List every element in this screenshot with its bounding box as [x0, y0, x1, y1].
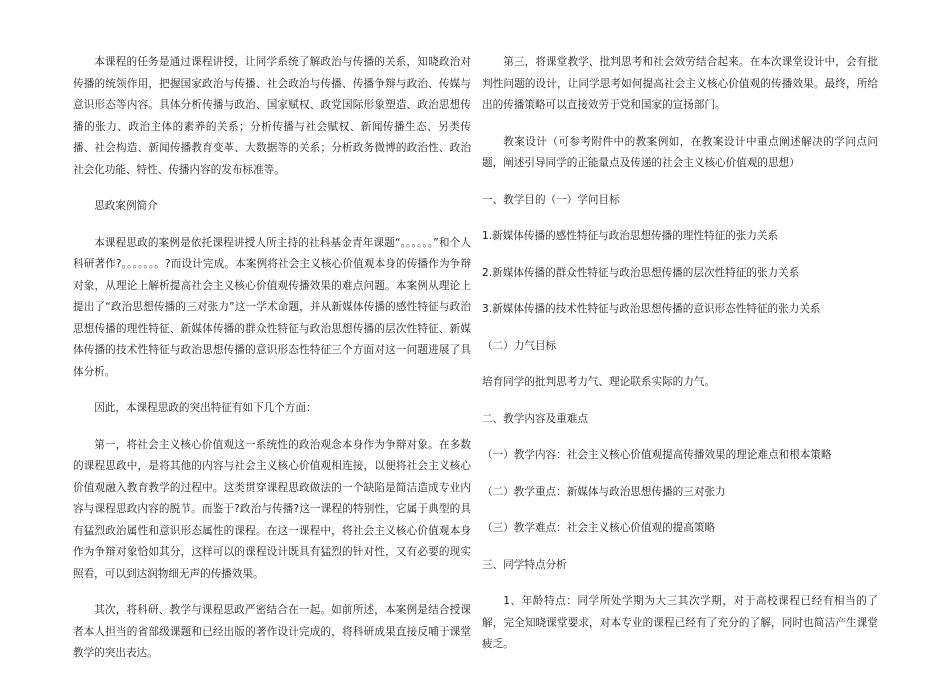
- teaching-content-item: （一）教学内容：社会主义核心价值观提高传播效果的理论难点和根本策略: [482, 449, 832, 461]
- feature-first-paragraph: 第一，将社会主义核心价值观这一系统性的政治观念本身作为争辩对象。在多数的课程思政中，是将其他的内容与社会主义核心价值观相连接，以便将社会主义核心价值观融入教育教学的过程中。这类贯穿课程思政做法的一个缺陷是简洁造成专业内容与课程思政内容的脱节。而鉴于?政治与传播?这一课程的特别性，它属于典型的具有猛烈政治属性和意识形态属性的课程。在这一课程中，将社会主义核心价值观本身作为争辩对象恰如其分，这样可以的课程设计既具有猛烈的针对性，又有必要的现实照看，可以到达润物细无声的传播效果。: [73, 438, 471, 580]
- section-content-and-difficulty: 二、教学内容及重难点: [482, 412, 588, 425]
- ability-goal-text: 培育同学的批判思考力气、理论联系实际的力气。: [482, 376, 716, 388]
- teaching-difficulty-item: （三）教学难点：社会主义核心价值观的提高策略: [482, 522, 716, 534]
- feature-second-paragraph: 其次，将科研、教学与课程思政严密结合在一起。如前所述，本案例是结合授课者本人担当的省部级课题和已经出版的著作设计完成的，将科研成果直接反哺于课堂教学的突出表达。: [73, 604, 471, 659]
- case-intro-paragraph: 本课程思政的案例是依托课程讲授人所主持的社科基金青年课题“。。。。。。”和个人科研著作?。。。。。。。?而设计完成。本案例将社会主义核心价值观本身的传播作为争辩对象，从理论上解析提高社会主义核心价值观传播效果的难点问题。本案例从理论上提出了“政治思想传播的三对张力”这一学术命题，并从新媒体传播的感性特征与政治思想传播的理性特征、新媒体传播的群众性特征与政治思想传播的层次性特征、新媒体传播的技术性特征与政治思想传播的意识形态性特征三个方面对这一问题进展了具体分析。: [73, 236, 471, 378]
- feature-third-paragraph: 第三，将课堂教学、批判思考和社会效劳结合起来。在本次课堂设计中，会有批判性问题的设计，让同学思考如何提高社会主义核心价值观的传播效果。最终，所给出的传播策略可以直接效劳于党和国家的宣扬部门。: [482, 56, 878, 111]
- ability-goal-heading: （二）力气目标: [482, 339, 557, 352]
- course-task-paragraph: 本课程的任务是通过课程讲授，让同学系统了解政治与传播的关系，知晓政治对传播的统领作用，把握国家政治与传播、社会政治与传播、传播争辩与政治、传媒与意识形态等内容。具体分析传播与政治、国家赋权、政党国际形象塑造、政治思想传播的张力、政治主体的素养的关系；分析传播与社会赋权、新闻传播生态、另类传播、社会构造、新闻传播教育变革、大数据等的关系；分析政务微博的政治性、政治社会化功能、特性、传播内容的发布标准等。: [73, 56, 471, 176]
- left-column: [73, 52, 471, 680]
- knowledge-goal-item-3: 3.新媒体传播的技术性特征与政治思想传播的意识形态性特征的张力关系: [482, 303, 821, 315]
- section-student-analysis: 三、同学特点分析: [482, 558, 567, 571]
- lesson-design-paragraph: 教案设计（可参考附件中的教案例如，在教案设计中重点阐述解决的学问点问题，阐述引导同学的正能量点及传递的社会主义核心价值观的思想）: [482, 135, 878, 169]
- features-intro-paragraph: 因此，本课程思政的突出特征有如下几个方面：: [94, 402, 317, 414]
- right-column: [482, 52, 878, 671]
- section-teaching-goals: 一、教学目的（一）学问目标: [482, 193, 620, 206]
- teaching-focus-item: （二）教学重点：新媒体与政治思想传播的三对张力: [482, 485, 726, 498]
- knowledge-goal-item-1: 1.新媒体传播的感性特征与政治思想传播的理性特征的张力关系: [482, 230, 779, 242]
- knowledge-goal-item-2: 2.新媒体传播的群众性特征与政治思想传播的层次性特征的张力关系: [482, 266, 800, 279]
- age-features-paragraph: 1、年龄特点：同学所处学期为大三其次学期，对于高校课程已经有相当的了解，完全知晓课堂要求，对本专业的课程已经有了充分的了解，同时也简洁产生课堂疲乏。: [482, 595, 878, 650]
- case-intro-heading: 思政案例简介: [94, 200, 158, 212]
